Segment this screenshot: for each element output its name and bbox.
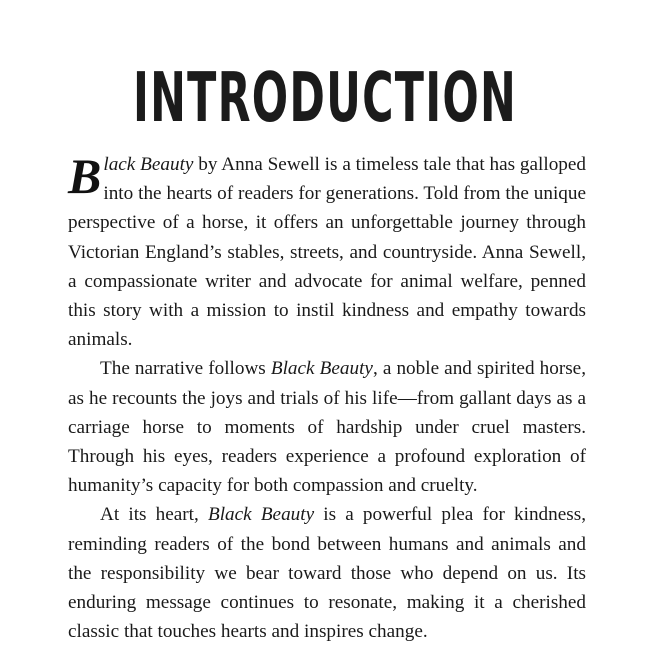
chapter-title-glyph: R <box>217 56 252 138</box>
chapter-title-glyph: T <box>187 56 218 138</box>
text-run: At its heart, <box>100 504 208 526</box>
chapter-title-glyph: O <box>442 56 480 138</box>
book-title-italic: Black Beauty <box>207 504 315 526</box>
text-run: is a powerful plea for kindness, reminding readers of the bond between humans and animals and the responsibility we bear toward those who depend on us. Its enduring message continues to resonate, making it a cherished classic that touches hearts and inspires change. <box>68 504 586 643</box>
chapter-title <box>59 56 592 138</box>
chapter-title-glyph: T <box>394 56 426 138</box>
chapter-title-glyph: N <box>479 56 517 138</box>
text-run: The narrative follows <box>100 358 271 380</box>
drop-cap: B <box>68 148 102 204</box>
book-title-italic: Black Beauty <box>270 358 373 380</box>
text-run: , a noble and spirited horse, as he recounts the joys and trials of his life—from gallant days as a carriage horse to moments of hardship under cruel masters. Through his eyes, readers experience a profound exploration of humanity’s capacity for both compassion and cruelty. <box>68 358 586 497</box>
paragraph <box>68 150 586 354</box>
chapter-title-glyph: O <box>251 56 290 138</box>
chapter-title-glyph: I <box>132 56 151 138</box>
chapter-title-glyph: I <box>425 56 443 138</box>
paragraph <box>68 500 586 646</box>
body-text-block <box>68 150 586 646</box>
chapter-title-glyph: U <box>326 56 363 138</box>
chapter-title-glyph: N <box>150 56 188 138</box>
chapter-title-glyph: C <box>362 56 395 138</box>
text-run: by Anna Sewell is a timeless tale that has galloped into the hearts of readers for generations. Told from the unique perspective of a horse, it offers an unforgettable journey through Victorian England’s stables, streets, and countryside. Anna Sewell, a compassionate writer and advocate for animal welfare, penned this story with a mission to instil kindness and empathy towards animals. <box>68 154 586 351</box>
paragraph <box>68 354 586 500</box>
book-title-italic: lack Beauty <box>103 154 194 175</box>
chapter-title-glyph: D <box>289 56 327 138</box>
